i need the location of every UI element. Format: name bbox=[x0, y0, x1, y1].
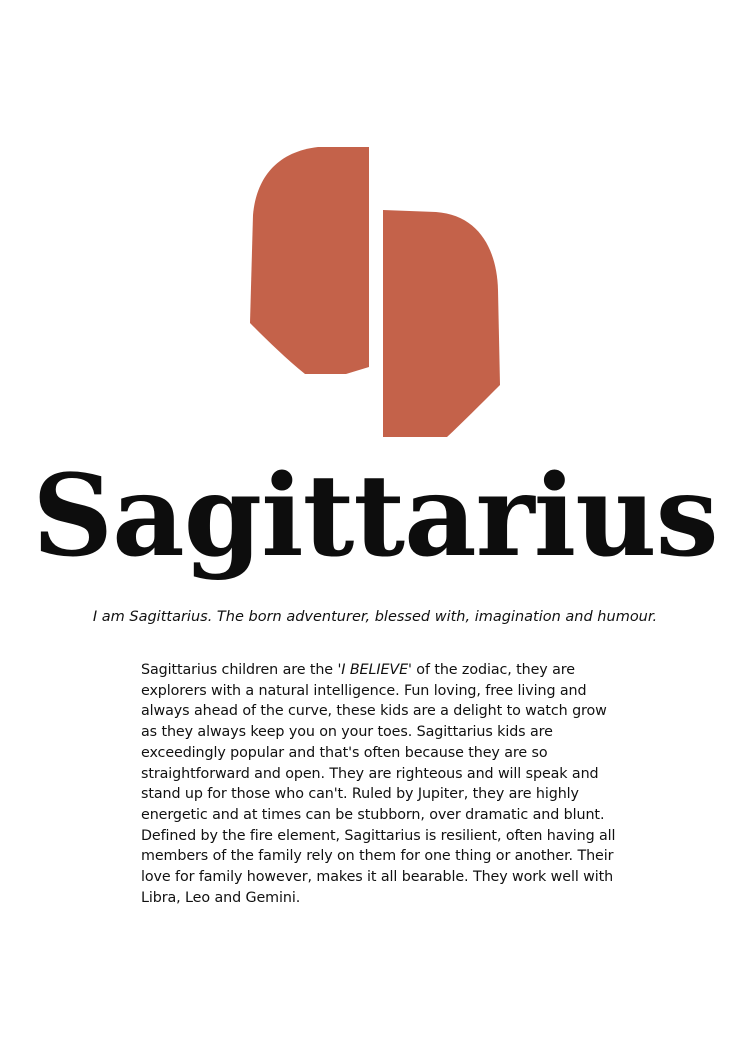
tagline: I am Sagittarius. The born adventurer, blessed with, imagination and humour. bbox=[92, 609, 658, 625]
logo-right-shape bbox=[383, 210, 500, 437]
description-emphasis: 'I BELIEVE' bbox=[337, 662, 412, 678]
logo-left-shape bbox=[250, 147, 369, 374]
description-text-start: Sagittarius children are the bbox=[141, 662, 338, 678]
description-text-rest: of the zodiac, they are explorers with a natural intelligence. Fun loving, free living and always ahead of the curve, these kids are a delight to watch grow as they always keep you on your toes. Sagittarius kids are exceedingly popular and that's often because they are so straightforward and open. They are righteous and will speak and stand up for those who can't. Ruled by Jupiter, they are highly energetic and at times can be stubborn, over dramatic and blunt. Defined by the fire element, Sagittarius is resilient, often having all members of the family rely on them for one thing or another. Their love for family however, makes it all bearable. They work well with Libra, Leo and Gemini. bbox=[141, 662, 616, 906]
page-title: Sagittarius bbox=[32, 451, 718, 582]
sagittarius-logo-icon bbox=[0, 0, 750, 450]
description-paragraph bbox=[141, 660, 616, 908]
